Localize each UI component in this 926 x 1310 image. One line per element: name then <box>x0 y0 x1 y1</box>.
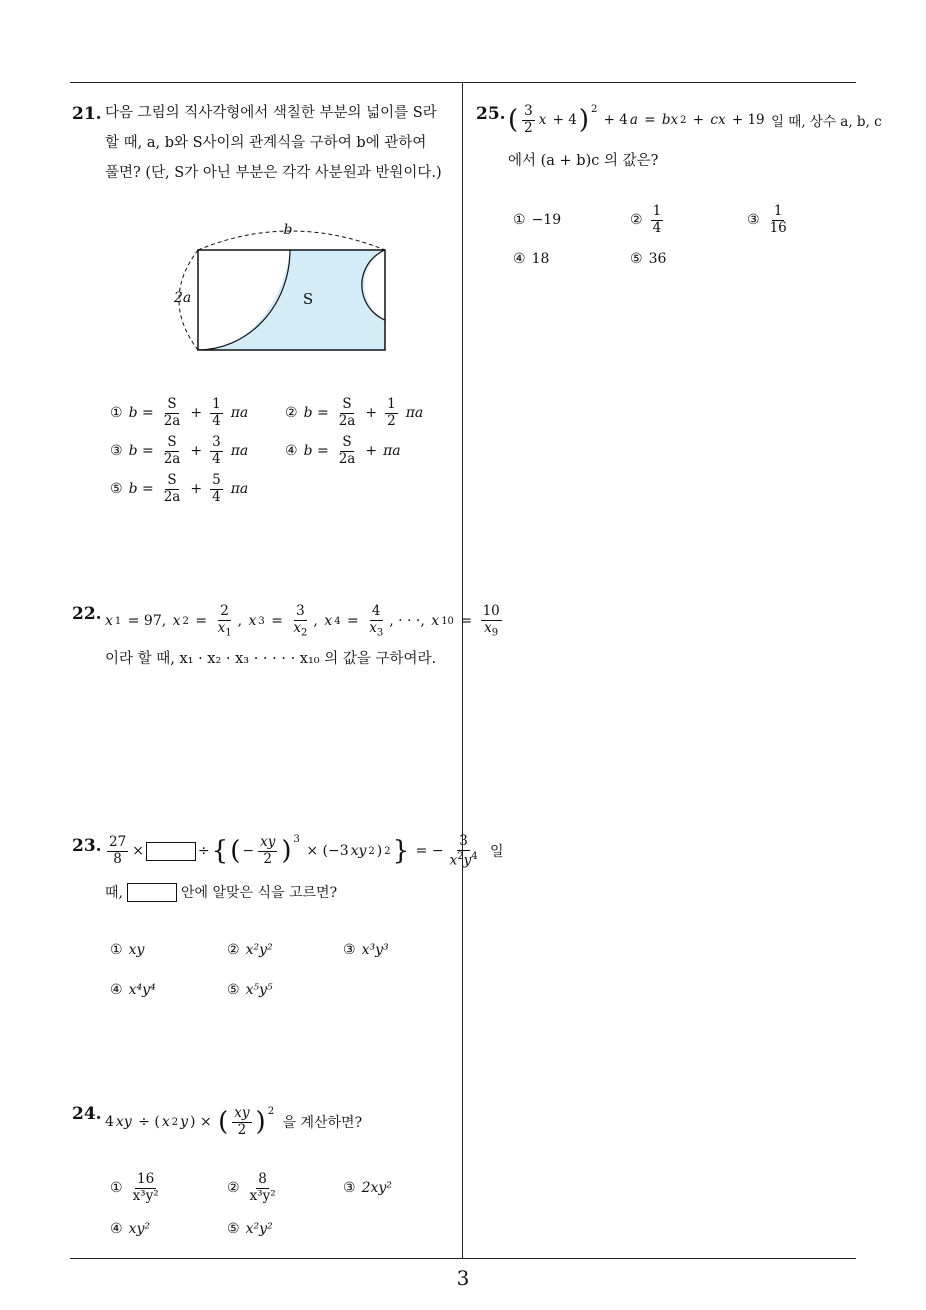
choice-mark: ① <box>110 405 123 422</box>
question-line: 다음 그림의 직사각형에서 색칠한 부분의 넓이를 S라 <box>105 105 437 121</box>
expression-suffix: 을 계산하면? <box>282 1115 363 1132</box>
choice-mark: ④ <box>285 443 298 460</box>
denominator: 4 <box>212 450 221 467</box>
denominator: 4 <box>212 488 221 505</box>
choice-5[interactable] <box>227 1221 273 1237</box>
choice-3[interactable] <box>343 942 389 958</box>
bottom-rule <box>70 1258 856 1259</box>
choice-text: xy <box>128 942 145 958</box>
numerator: S <box>167 434 177 450</box>
choice-mark: ① <box>513 212 526 228</box>
operator: + <box>365 405 378 422</box>
choice-text: xy² <box>128 1221 150 1237</box>
choice-text: x²y² <box>245 942 273 958</box>
expression: 4 xy ÷ ( x 2 y ) × ( $\frac{xy}{2}$ ) $^2$ 을 계산하면? <box>105 1105 363 1138</box>
fraction <box>131 1172 161 1204</box>
question-text <box>105 98 457 188</box>
question-number: 23. <box>72 836 102 856</box>
choice-5[interactable] <box>227 982 273 998</box>
choice-4[interactable] <box>285 435 401 467</box>
fraction <box>210 473 223 505</box>
numerator: 1 <box>652 203 662 219</box>
denominator: x³y² <box>249 1187 276 1204</box>
answer-blank <box>146 842 196 861</box>
fraction <box>162 473 183 505</box>
label-s: S <box>302 290 314 308</box>
fraction <box>210 435 223 467</box>
choice-3[interactable] <box>343 1180 392 1196</box>
fraction <box>162 397 183 429</box>
fraction <box>337 397 358 429</box>
numerator: 3 <box>212 434 221 450</box>
numerator: 1 <box>387 396 396 412</box>
sequence-definition: x 1 = 97, x 2 = $\frac{2}{x_1}$ , x 3 = $\frac{3}{x_2}$ , x 4 = $\frac{4}{x_3}$ , · · ·, x 10 = $\frac{10}{x_9}$ <box>105 603 500 639</box>
choice-3[interactable] <box>110 435 248 467</box>
choice-mark: ① <box>110 1180 123 1197</box>
choice-1[interactable] <box>513 212 561 228</box>
choice-mark: ⑤ <box>227 982 240 998</box>
choice-2[interactable] <box>227 942 273 958</box>
column-divider <box>462 82 463 1258</box>
choice-mark: ③ <box>343 942 356 958</box>
question-text: 이라 할 때, x₁ · x₂ · x₃ · · · · · x₁₀ 의 값을 구하여라. <box>105 651 437 667</box>
choice-5[interactable] <box>110 473 248 505</box>
choice-mark: ④ <box>110 982 123 998</box>
choice-mark: ④ <box>110 1221 123 1237</box>
choice-tail: πa <box>230 443 249 460</box>
fraction <box>651 204 664 236</box>
choice-lhs: b = <box>128 405 154 422</box>
numerator: 1 <box>773 203 783 219</box>
question-line: 안에 알맞은 식을 고르면? <box>180 885 338 901</box>
denominator: 2a <box>338 450 356 467</box>
equation-suffix: 일 <box>490 844 504 861</box>
question-line: 풀면? (단, S가 아닌 부분은 각각 사분원과 반원이다.) <box>105 165 442 181</box>
numerator: 8 <box>258 1171 267 1187</box>
denominator: 2a <box>163 450 181 467</box>
choice-5[interactable] <box>630 251 666 267</box>
choice-mark: ⑤ <box>227 1221 240 1237</box>
choice-tail: πa <box>230 481 249 498</box>
choice-text: x⁵y⁵ <box>245 982 273 998</box>
choice-tail: πa <box>230 405 249 422</box>
denominator: 16 <box>769 219 787 236</box>
numerator: S <box>342 396 352 412</box>
choice-mark: ② <box>630 212 643 229</box>
denominator: 2 <box>387 412 396 429</box>
choice-text: 18 <box>531 251 550 267</box>
numerator: 16 <box>137 1171 155 1187</box>
choice-mark: ⑤ <box>630 251 643 267</box>
top-rule <box>70 82 856 83</box>
choice-1[interactable] <box>110 942 144 958</box>
choice-lhs: b = <box>303 405 329 422</box>
denominator: x³y² <box>132 1187 159 1204</box>
choice-lhs: b = <box>303 443 329 460</box>
shaded-region-s <box>198 250 385 350</box>
question-number: 25. <box>476 104 506 124</box>
choice-mark: ② <box>227 942 240 958</box>
choice-text: 36 <box>648 251 667 267</box>
denominator: 2a <box>338 412 356 429</box>
operator: + <box>190 443 203 460</box>
choice-mark: ② <box>227 1180 240 1197</box>
choice-4[interactable] <box>513 251 549 267</box>
choice-mark: ③ <box>110 443 123 460</box>
numerator: S <box>167 396 177 412</box>
choice-mark: ③ <box>343 1180 356 1196</box>
label-2a: 2a <box>174 290 192 306</box>
choice-mark: ② <box>285 405 298 422</box>
numerator: 5 <box>212 472 221 488</box>
operator: + <box>190 405 203 422</box>
choice-lhs: b = <box>128 443 154 460</box>
fraction <box>210 397 223 429</box>
question-line: 할 때, a, b와 S사이의 관계식을 구하여 b에 관하여 <box>105 135 427 151</box>
numerator: S <box>342 434 352 450</box>
denominator: 4 <box>212 412 221 429</box>
choice-mark: ① <box>110 942 123 958</box>
choice-text: 2xy² <box>361 1180 392 1196</box>
choice-4[interactable] <box>110 982 156 998</box>
choice-mark: ⑤ <box>110 481 123 498</box>
choice-text: −19 <box>531 212 562 228</box>
choice-3[interactable] <box>747 204 791 236</box>
choice-1[interactable] <box>110 397 248 429</box>
label-b: b <box>283 222 293 238</box>
question-number: 24. <box>72 1104 102 1124</box>
fraction <box>162 435 183 467</box>
answer-blank <box>127 883 177 902</box>
choice-tail: πa <box>405 405 424 422</box>
fraction <box>385 397 398 429</box>
question-number: 21. <box>72 104 102 124</box>
operator: + <box>365 443 378 460</box>
rectangle-figure <box>160 220 400 360</box>
equation: $\frac{27}{8}$ × ÷ { ( − $\frac{xy}{2}$ ) $^3$ × (−3 xy 2 ) 2 } = − $\frac{3}{x^2y^4}$ 일 <box>109 833 504 869</box>
choice-2[interactable] <box>630 204 665 236</box>
question-text: 에서 (a + b)c 의 값은? <box>508 153 659 169</box>
denominator: 4 <box>652 219 662 236</box>
choice-mark: ③ <box>747 212 760 229</box>
denominator: 2a <box>163 412 181 429</box>
choice-mark: ④ <box>513 251 526 267</box>
choice-1[interactable] <box>110 1172 163 1204</box>
fraction <box>768 204 789 236</box>
choice-text: x²y² <box>245 1221 273 1237</box>
numerator: S <box>167 472 177 488</box>
choice-2[interactable] <box>227 1172 280 1204</box>
fraction <box>248 1172 278 1204</box>
fraction <box>337 435 358 467</box>
numerator: 1 <box>212 396 221 412</box>
choice-4[interactable] <box>110 1221 150 1237</box>
choice-text: x⁴y⁴ <box>128 982 156 998</box>
choice-text: x³y³ <box>361 942 389 958</box>
equation: ( $\frac{3}{2}$ x + 4 ) $^2$ + 4 a = bx 2 + cx + 19 일 때, 상수 a, b, c <box>508 103 882 136</box>
question-number: 22. <box>72 604 102 624</box>
choice-tail: πa <box>383 443 401 460</box>
equation-suffix: 일 때, 상수 a, b, c <box>770 114 882 131</box>
denominator: 2a <box>163 488 181 505</box>
question-text <box>105 882 337 902</box>
page-number: 3 <box>456 1266 470 1290</box>
choice-2[interactable] <box>285 397 423 429</box>
choice-lhs: b = <box>128 481 154 498</box>
operator: + <box>190 481 203 498</box>
question-line: 때, <box>105 885 123 901</box>
